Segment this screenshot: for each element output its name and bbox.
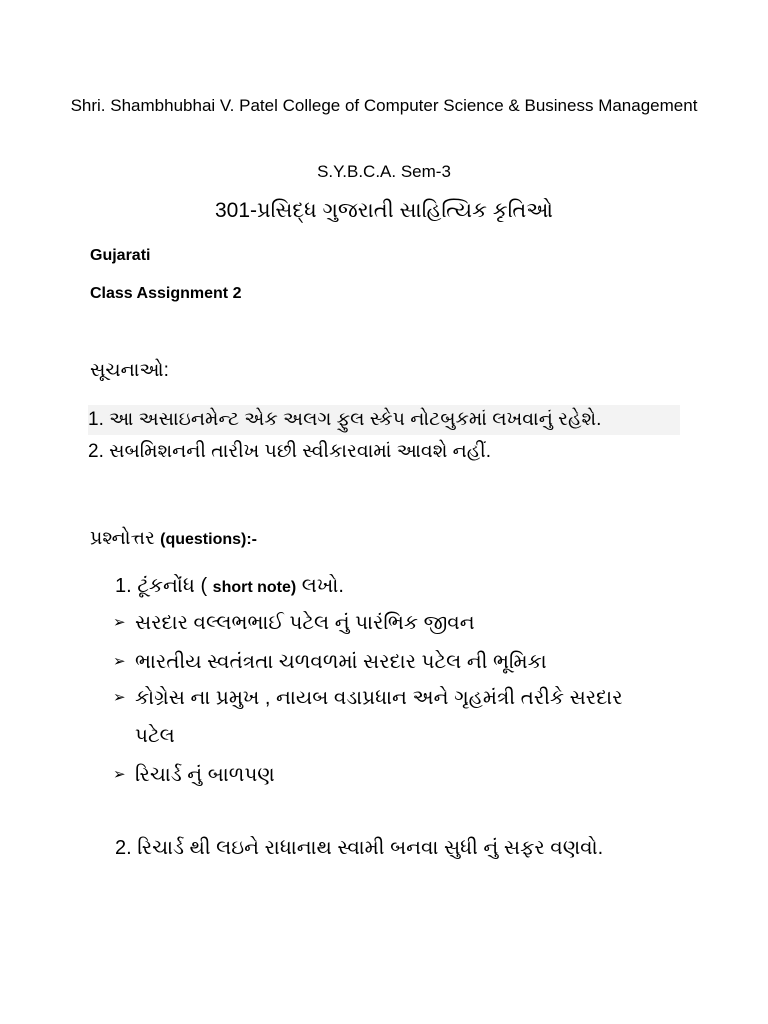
bullet-item-2 [113, 643, 547, 681]
arrow-bullet-icon: ➢ [113, 766, 126, 783]
instructions-heading: સૂચનાઓ: [90, 360, 169, 381]
subject-title: 301-પ્રસિદ્ધ ગુજરાતી સાહિત્યિક કૃતિઓ [215, 199, 553, 222]
college-name: Shri. Shambhubhai V. Patel College of Computer Science & Business Management [70, 96, 698, 115]
question-1-prefix: 1. ટૂંકનોંધ ( [115, 575, 213, 597]
questions-heading-gujarati: પ્રશ્નોત્તર [90, 528, 155, 549]
bullet-item-text: સરદાર વલ્લભભાઈ પટેલ નું પારંભિક જીવન [135, 612, 475, 634]
bullet-item-text: ભારતીય સ્વતંત્રતા ચળવળમાં સરદાર પટેલ ની ભૂમિકા [135, 651, 547, 673]
bullet-item-text: કોગ્રેસ ના પ્રમુખ , નાયબ વડાપ્રધાન અને ગૃહમંત્રી તરીકે સરદાર [135, 687, 623, 709]
language-label: Gujarati [90, 247, 151, 264]
instruction-item-2: 2. સબમિશનની તારીખ પછી સ્વીકારવામાં આવશે નહીં. [88, 441, 492, 462]
bullet-item-1 [113, 604, 475, 642]
bullet-item-text: રિચાર્ડ નું બાળપણ [135, 764, 275, 786]
course-name: S.Y.B.C.A. Sem-3 [317, 162, 451, 181]
bullet-item-3-continuation: પટેલ [135, 725, 175, 747]
arrow-bullet-icon: ➢ [113, 689, 126, 706]
question-1-english: short note) [212, 579, 297, 596]
question-1-suffix: લખો. [296, 575, 344, 597]
arrow-bullet-icon: ➢ [113, 614, 126, 631]
instruction-item-1: 1. આ અસાઇનમેન્ટ એક અલગ ફુલ સ્કેપ નોટબુકમાં લખવાનું રહેશે. [88, 405, 680, 435]
questions-heading-english: (questions):- [160, 531, 257, 548]
question-1 [115, 571, 344, 603]
assignment-label: Class Assignment 2 [90, 285, 242, 302]
questions-heading [90, 526, 257, 553]
question-2: 2. રિચાર્ડ થી લઇને રાધાનાથ સ્વામી બનવા સુધી નું સફર વણવો. [115, 837, 604, 859]
bullet-item-4 [113, 756, 275, 794]
bullet-item-3 [113, 679, 623, 717]
arrow-bullet-icon: ➢ [113, 653, 126, 670]
